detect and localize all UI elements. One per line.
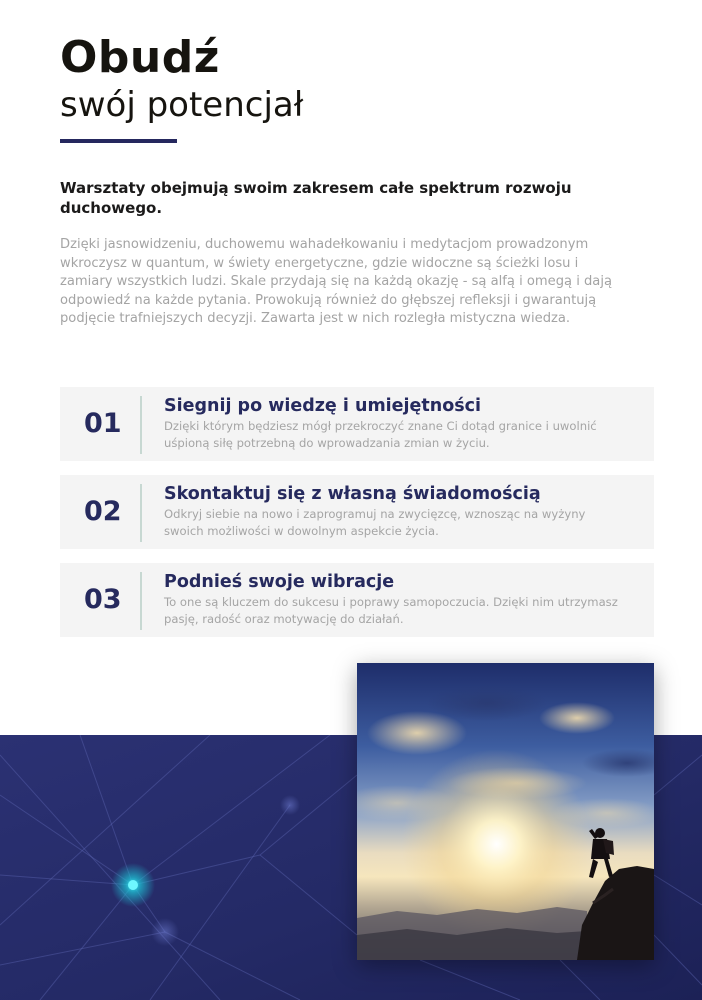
item-divider [140, 572, 142, 630]
item-title: Podnieś swoje wibracje [164, 572, 395, 592]
hiker-sunrise-photo [357, 663, 654, 960]
item-number: 03 [84, 584, 122, 615]
intro-lead: Warsztaty obejmują swoim zakresem całe spektrum rozwoju duchowego. [60, 179, 572, 217]
item-description: Odkryj siebie na nowo i zaprogramuj na zwycięzcę, wznosząc na wyżyny swoich możliwości w dowolnym aspekcie życia. [164, 507, 586, 538]
list-item [60, 387, 654, 461]
list-item [60, 475, 654, 549]
intro-body: Dzięki jasnowidzeniu, duchowemu wahadełkowaniu i medytacjom prowadzonym wkroczysz w quantum, w świety energetyczne, gdzie widoczne są ścieżki losu i zamiary wszystkich ludzi. Skale przydają się na każdą okazję - są alfą i omegą i dają odpowiedź na każde pytania. Prowokują również do głębszej refleksji i gwarantują podjęcie trafniejszych decyzji. Zawarta jest w nich rozległa mistyczna wiedza. [60, 237, 612, 327]
item-title: Siegnij po wiedzę i umiejętności [164, 396, 482, 416]
item-number: 01 [84, 408, 122, 439]
item-title: Skontaktuj się z własną świadomością [164, 484, 541, 504]
item-divider [140, 396, 142, 454]
page-title: Obudź [60, 32, 220, 83]
item-description: To one są kluczem do sukcesu i poprawy samopoczucia. Dzięki nim utrzymasz pasję, radość oraz motywację do działań. [164, 595, 618, 626]
photo-illustration [357, 663, 654, 960]
item-description: Dzięki którym będziesz mógł przekroczyć znane Ci dotąd granice i uwolnić uśpioną siłę potrzebną do wprowadzania zmian w życiu. [164, 419, 597, 450]
list-item [60, 563, 654, 637]
item-divider [140, 484, 142, 542]
page-subtitle: swój potencjał [60, 85, 304, 125]
title-underline [60, 139, 177, 143]
item-number: 02 [84, 496, 122, 527]
